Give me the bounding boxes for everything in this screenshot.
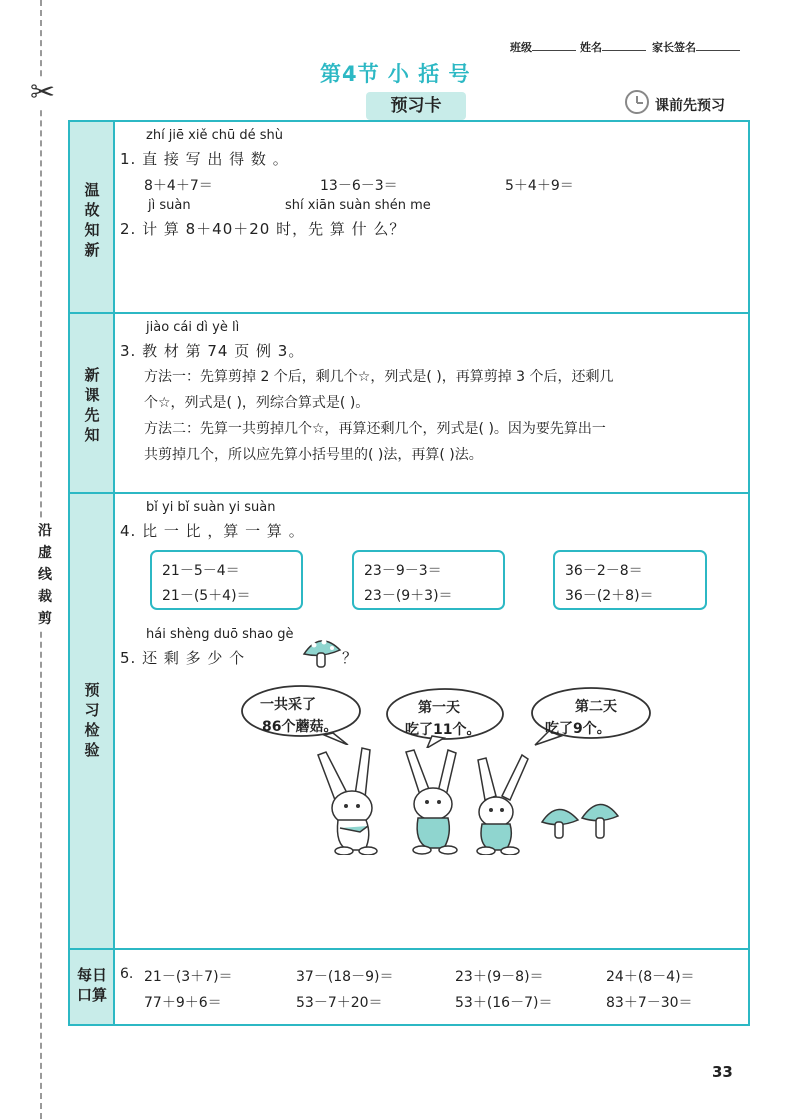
clock-icon (625, 90, 649, 114)
q6-item[interactable]: 83＋7－30＝ (606, 995, 693, 1011)
q4-pinyin: bǐ yi bǐ suàn yi suàn (146, 500, 276, 515)
parent-signature-field[interactable]: 家长签名 (652, 39, 740, 55)
q5-pinyin: hái shèng duō shao gè (146, 627, 294, 642)
q3-line: 共剪掉几个，所以应先算小括号里的( )法，再算( )法。 (144, 447, 483, 463)
q6-item[interactable]: 24＋(8－4)＝ (606, 969, 695, 985)
cut-label: 沿 虚 线 裁 剪 (36, 520, 54, 630)
compare-box (352, 550, 505, 610)
expression[interactable]: 23－9－3＝ (364, 563, 442, 579)
q5-question-mark: ？ (342, 649, 359, 667)
expression[interactable]: 36－(2＋8)＝ (565, 588, 654, 604)
page-title: 第4节 小 括 号 (320, 62, 471, 86)
bubble-text: 吃了9个。 (545, 721, 611, 737)
page-number: 33 (712, 1063, 733, 1081)
expression[interactable]: 23－(9＋3)＝ (364, 588, 453, 604)
scissors-icon: ✂ (30, 75, 56, 110)
q3-text: 3. 教 材 第 74 页 例 3。 (120, 342, 305, 360)
rabbits-illustration (310, 740, 640, 855)
row-divider (68, 312, 750, 314)
q2-pinyin: jì suàn (148, 198, 191, 213)
expression[interactable]: 36－2－8＝ (565, 563, 643, 579)
bubble-text: 第一天 (418, 700, 460, 716)
section-label-new: 新 课 先 知 (84, 366, 100, 444)
section-label-review: 温 故 知 新 (84, 181, 100, 259)
section-label-daily: 每日 口算 (76, 966, 107, 1004)
name-field[interactable]: 姓名 (580, 39, 646, 55)
q6-item[interactable]: 77＋9＋6＝ (144, 995, 222, 1011)
q6-item[interactable]: 21－(3＋7)＝ (144, 969, 233, 985)
expression[interactable]: 21－(5＋4)＝ (162, 588, 251, 604)
q1-item[interactable]: 13－6－3＝ (320, 178, 398, 194)
q1-pinyin: zhí jiē xiě chū dé shù (146, 128, 283, 143)
row-divider (68, 492, 750, 494)
q1-item[interactable]: 5＋4＋9＝ (505, 178, 574, 194)
preview-card-tab: 预习卡 (366, 92, 466, 120)
bubble-text: 一共采了 (260, 697, 316, 713)
section-label-check: 预 习 检 验 (84, 681, 100, 759)
q3-line: 个☆，列式是( )，列综合算式是( )。 (144, 395, 370, 411)
preview-label: 课前先预习 (655, 98, 725, 114)
q6-item[interactable]: 53－7＋20＝ (296, 995, 383, 1011)
q1-item[interactable]: 8＋4＋7＝ (144, 178, 213, 194)
q3-line: 方法一：先算剪掉 2 个后，剩几个☆，列式是( )，再算剪掉 3 个后，还剩几 (144, 369, 614, 385)
bubble-text: 86个蘑菇。 (262, 719, 338, 735)
q6-item[interactable]: 53＋(16－7)＝ (455, 995, 553, 1011)
q2-text: 2. 计 算 8＋40＋20 时，先 算 什 么？ (120, 220, 406, 238)
q6-item[interactable]: 37－(18－9)＝ (296, 969, 394, 985)
row-divider (68, 948, 750, 950)
expression[interactable]: 21－5－4＝ (162, 563, 240, 579)
compare-box (553, 550, 707, 610)
q3-line: 方法二：先算一共剪掉几个☆，再算还剩几个，列式是( )。因为要先算出一 (144, 421, 606, 437)
q2-pinyin: shí xiān suàn shén me (285, 198, 431, 213)
q6-item[interactable]: 23＋(9－8)＝ (455, 969, 544, 985)
compare-box (150, 550, 303, 610)
bubble-text: 吃了11个。 (405, 722, 481, 738)
q6-number: 6. (120, 966, 134, 982)
bubble-text: 第二天 (575, 699, 617, 715)
class-field[interactable]: 班级 (510, 39, 576, 55)
q4-text: 4. 比 一 比 ，算 一 算 。 (120, 522, 305, 540)
q3-pinyin: jiào cái dì yè lì (146, 320, 240, 335)
q1-text: 1. 直 接 写 出 得 数 。 (120, 150, 289, 168)
q5-text: 5. 还 剩 多 少 个 (120, 649, 246, 667)
